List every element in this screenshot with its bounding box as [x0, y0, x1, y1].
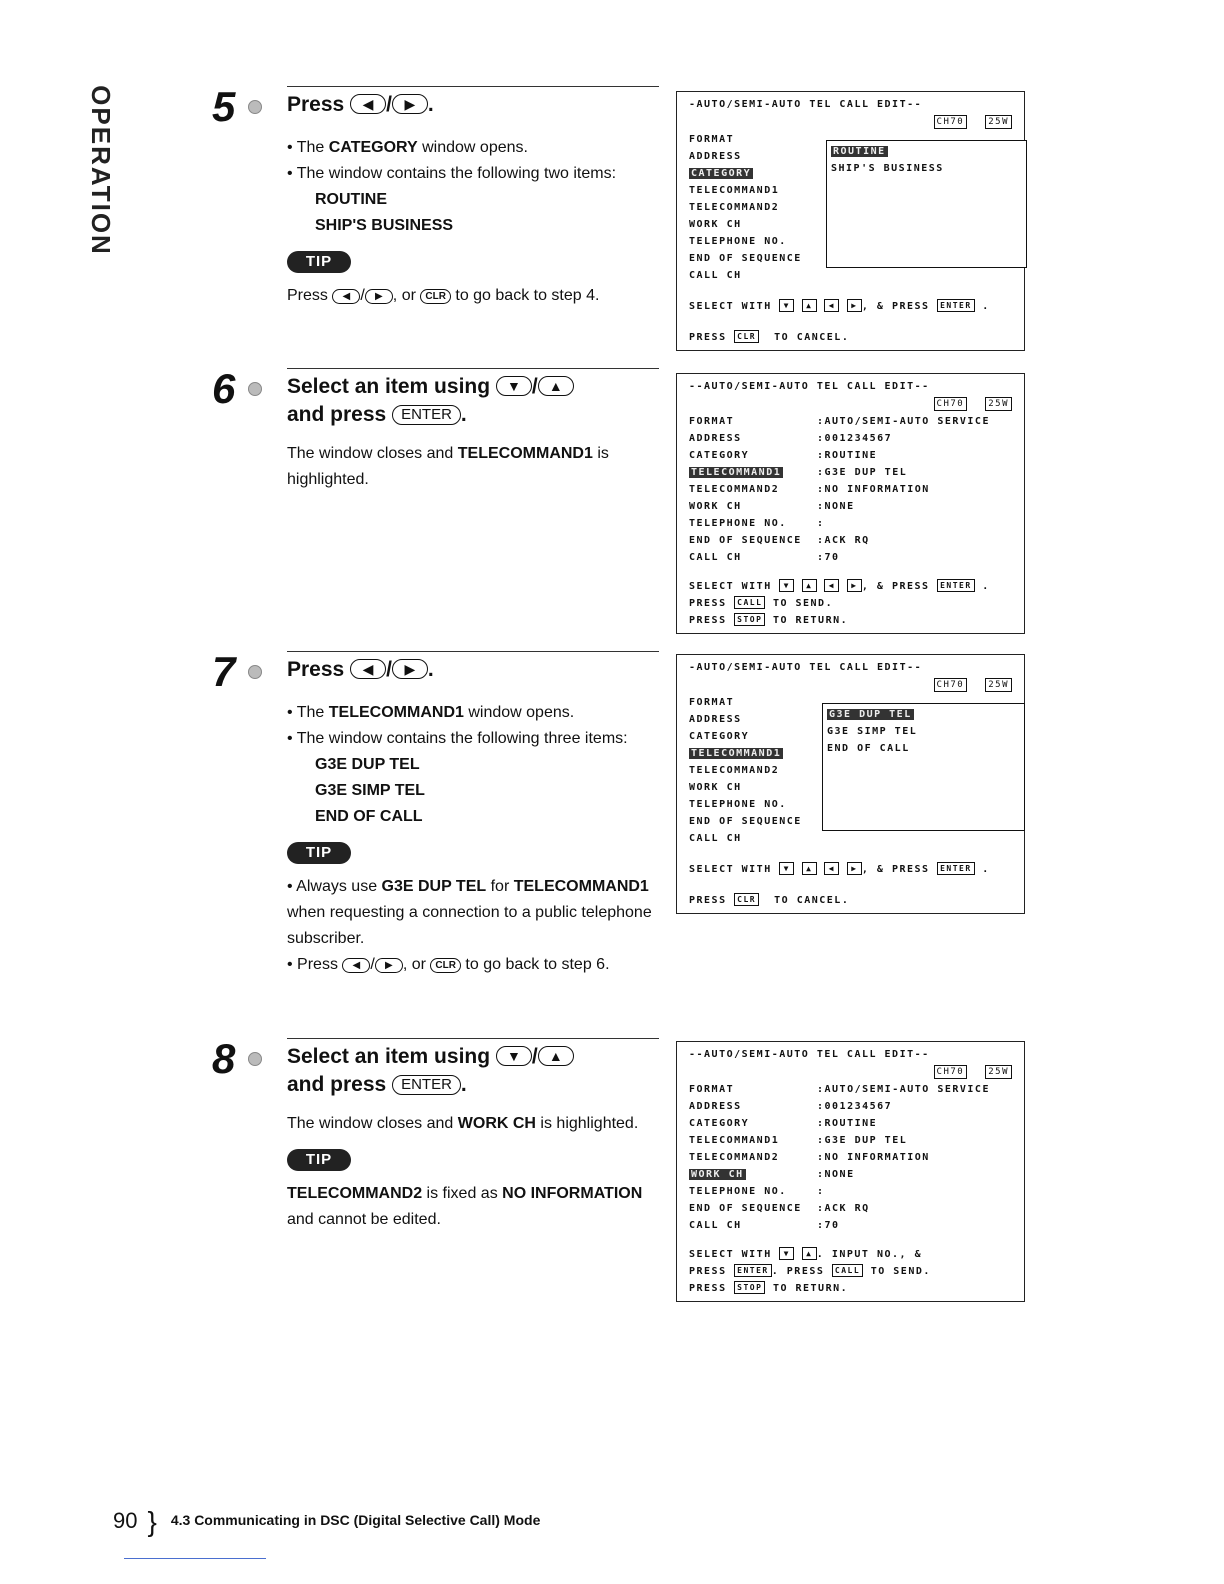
up-key-icon: ▲ — [802, 1247, 817, 1260]
menu-row: ADDRESS :001234567 — [689, 1101, 893, 1112]
step-7 — [212, 648, 662, 1021]
screen-instruction: PRESS STOP TO RETURN. — [689, 1283, 849, 1294]
menu-row: CATEGORY — [689, 731, 750, 742]
screen-instruction: PRESS ENTER . PRESS CALL TO SEND. — [689, 1266, 931, 1277]
list-item: END OF CALL — [315, 808, 423, 825]
menu-row: TELEPHONE NO. : — [689, 518, 825, 529]
menu-row: ADDRESS — [689, 714, 742, 725]
screen-title: --AUTO/SEMI-AUTO TEL CALL EDIT-- — [689, 1049, 930, 1060]
menu-row: END OF SEQUENCE — [689, 816, 802, 827]
down-key-icon: ▼ — [779, 862, 794, 875]
popup-option-selected[interactable]: G3E DUP TEL — [829, 709, 912, 720]
step-bullet-icon — [248, 1052, 262, 1066]
step-bullet-icon — [248, 382, 262, 396]
right-key-icon: ▶ — [365, 289, 393, 304]
step-number: 8 — [212, 1035, 236, 1082]
screen-instruction: SELECT WITH ▼ ▲ ◀ ▶ , & PRESS ENTER . — [689, 581, 990, 592]
screen-title: -AUTO/SEMI-AUTO TEL CALL EDIT-- — [689, 99, 923, 110]
screen-title: --AUTO/SEMI-AUTO TEL CALL EDIT-- — [689, 381, 930, 392]
menu-row: TELECOMMAND1 — [689, 185, 780, 196]
down-key-icon: ▼ — [779, 579, 794, 592]
down-key-icon: ▼ — [496, 376, 532, 396]
lcd-screen-edit-summary — [676, 373, 1025, 634]
clr-key-icon: CLR — [734, 330, 759, 343]
enter-key-icon: ENTER — [734, 1264, 772, 1277]
step-5 — [212, 83, 662, 326]
popup-option[interactable]: END OF CALL — [827, 743, 910, 754]
menu-row: CALL CH — [689, 270, 742, 281]
menu-row: CALL CH — [689, 833, 742, 844]
left-key-icon: ◀ — [824, 299, 839, 312]
step-rule — [287, 651, 659, 652]
channel-badge: CH70 — [934, 397, 968, 411]
right-key-icon: ▶ — [392, 659, 428, 679]
up-key-icon: ▲ — [802, 579, 817, 592]
left-key-icon: ◀ — [350, 659, 386, 679]
section-side-tab: OPERATION — [85, 84, 116, 256]
screen-instruction: SELECT WITH ▼ ▲ . INPUT NO., & — [689, 1249, 923, 1260]
menu-row: TELEPHONE NO. — [689, 799, 787, 810]
down-key-icon: ▼ — [779, 299, 794, 312]
lcd-screen-work-ch — [676, 1041, 1025, 1302]
footer-underline — [124, 1558, 266, 1559]
enter-key-icon: ENTER — [392, 405, 461, 425]
menu-row: TELECOMMAND2 :NO INFORMATION — [689, 1152, 930, 1163]
right-key-icon: ▶ — [375, 958, 403, 973]
list-item: G3E DUP TEL — [315, 756, 420, 773]
left-key-icon: ◀ — [824, 579, 839, 592]
page-number: 90 — [113, 1508, 138, 1533]
category-popup — [826, 140, 1027, 268]
power-badge: 25W — [985, 397, 1012, 411]
tip-badge: TIP — [287, 1149, 351, 1171]
channel-badge: CH70 — [934, 115, 968, 129]
menu-row: TELECOMMAND2 — [689, 202, 780, 213]
menu-row: TELECOMMAND2 :NO INFORMATION — [689, 484, 930, 495]
menu-row: ADDRESS :001234567 — [689, 433, 893, 444]
step-rule — [287, 368, 659, 369]
step-6 — [212, 365, 662, 528]
screen-instruction: PRESS CALL TO SEND. — [689, 598, 834, 609]
up-key-icon: ▲ — [538, 376, 574, 396]
screen-status — [689, 1063, 1012, 1080]
telecommand1-popup — [822, 703, 1025, 831]
popup-option-selected[interactable]: ROUTINE — [833, 146, 886, 157]
menu-row: CATEGORY :ROUTINE — [689, 1118, 878, 1129]
channel-badge: CH70 — [934, 678, 968, 692]
screen-instruction: SELECT WITH ▼ ▲ ◀ ▶ , & PRESS ENTER . — [689, 864, 990, 875]
stop-key-icon: STOP — [734, 613, 765, 626]
menu-row: END OF SEQUENCE :ACK RQ — [689, 535, 870, 546]
step-number: 6 — [212, 365, 236, 412]
menu-row: TELECOMMAND1 :G3E DUP TEL — [689, 1135, 908, 1146]
screen-instruction: PRESS STOP TO RETURN. — [689, 615, 849, 626]
step-number: 7 — [212, 648, 236, 695]
popup-option[interactable]: SHIP'S BUSINESS — [831, 163, 944, 174]
right-key-icon: ▶ — [847, 579, 862, 592]
screen-instruction: PRESS CLR TO CANCEL. — [689, 895, 850, 906]
step-bullet-icon — [248, 100, 262, 114]
tip-text: • Always use G3E DUP TEL for TELECOMMAND1 when requesting a connection to a public telephone subscriber. — [287, 878, 652, 947]
down-key-icon: ▼ — [779, 1247, 794, 1260]
menu-row-selected[interactable]: CATEGORY — [691, 168, 752, 179]
step-heading: Press ◀ / ▶ . — [287, 93, 434, 116]
enter-key-icon: ENTER — [937, 299, 975, 312]
power-badge: 25W — [985, 115, 1012, 129]
screen-status — [689, 395, 1012, 412]
up-key-icon: ▲ — [802, 299, 817, 312]
menu-row: FORMAT :AUTO/SEMI-AUTO SERVICE — [689, 1084, 990, 1095]
screen-instruction: PRESS CLR TO CANCEL. — [689, 332, 850, 343]
right-key-icon: ▶ — [847, 299, 862, 312]
enter-key-icon: ENTER — [392, 1075, 461, 1095]
step-text: The window closes and TELECOMMAND1 is highlighted. — [287, 445, 609, 488]
step-text: The window closes and WORK CH is highlighted. — [287, 1115, 639, 1132]
call-key-icon: CALL — [832, 1264, 863, 1277]
menu-row: TELEPHONE NO. — [689, 236, 787, 247]
enter-key-icon: ENTER — [937, 579, 975, 592]
screen-title: -AUTO/SEMI-AUTO TEL CALL EDIT-- — [689, 662, 923, 673]
list-item: SHIP'S BUSINESS — [315, 217, 454, 234]
menu-row-selected[interactable]: TELECOMMAND1 — [691, 748, 782, 759]
step-heading: Press ◀ / ▶ . — [287, 658, 434, 681]
power-badge: 25W — [985, 1065, 1012, 1079]
menu-row: FORMAT — [689, 134, 735, 145]
left-key-icon: ◀ — [332, 289, 360, 304]
section-title: 4.3 Communicating in DSC (Digital Selective Call) Mode — [170, 1512, 541, 1528]
channel-badge: CH70 — [934, 1065, 968, 1079]
step-heading: Select an item using ▼ / ▲ and press ENTER . — [287, 373, 659, 429]
tip-text: TELECOMMAND2 is fixed as NO INFORMATION and cannot be edited. — [287, 1185, 643, 1228]
screen-status — [689, 113, 1012, 130]
menu-row: TELECOMMAND2 — [689, 765, 780, 776]
brace-icon: } — [147, 1506, 157, 1537]
step-8 — [212, 1035, 662, 1258]
menu-row: WORK CH :NONE — [689, 501, 855, 512]
step-heading: Select an item using ▼ / ▲ and press ENTER . — [287, 1043, 659, 1099]
clr-key-icon: CLR — [420, 289, 451, 304]
up-key-icon: ▲ — [802, 862, 817, 875]
call-key-icon: CALL — [734, 596, 765, 609]
tip-badge: TIP — [287, 842, 351, 864]
menu-row-selected[interactable]: TELECOMMAND1 :G3E DUP TEL — [691, 467, 908, 478]
bullet-text: • The CATEGORY window opens. — [287, 139, 528, 156]
stop-key-icon: STOP — [734, 1281, 765, 1294]
menu-row: END OF SEQUENCE :ACK RQ — [689, 1203, 870, 1214]
clr-key-icon: CLR — [734, 893, 759, 906]
step-number: 5 — [212, 83, 236, 130]
menu-row: CALL CH :70 — [689, 552, 840, 563]
menu-row: WORK CH — [689, 782, 742, 793]
clr-key-icon: CLR — [430, 958, 461, 973]
up-key-icon: ▲ — [538, 1046, 574, 1066]
bullet-text: • The window contains the following two items: — [287, 165, 617, 182]
lcd-screen-telecommand1 — [676, 654, 1025, 914]
right-key-icon: ▶ — [392, 94, 428, 114]
enter-key-icon: ENTER — [937, 862, 975, 875]
popup-option[interactable]: G3E SIMP TEL — [827, 726, 918, 737]
tip-badge: TIP — [287, 251, 351, 273]
right-key-icon: ▶ — [847, 862, 862, 875]
step-rule — [287, 1038, 659, 1039]
list-item: ROUTINE — [315, 191, 387, 208]
step-bullet-icon — [248, 665, 262, 679]
tip-text: Press ◀ / ▶ , or CLR to go back to step 4. — [287, 287, 600, 304]
left-key-icon: ◀ — [350, 94, 386, 114]
menu-row: END OF SEQUENCE — [689, 253, 802, 264]
menu-row: TELEPHONE NO. : — [689, 1186, 825, 1197]
menu-row: FORMAT :AUTO/SEMI-AUTO SERVICE — [689, 416, 990, 427]
down-key-icon: ▼ — [496, 1046, 532, 1066]
screen-instruction: SELECT WITH ▼ ▲ ◀ ▶ , & PRESS ENTER . — [689, 301, 990, 312]
bullet-text: • The TELECOMMAND1 window opens. — [287, 704, 575, 721]
tip-text: • Press ◀ / ▶ , or CLR to go back to step 6. — [287, 956, 610, 973]
step-rule — [287, 86, 659, 87]
screen-status — [689, 676, 1012, 693]
page-footer — [113, 1506, 540, 1538]
lcd-screen-category — [676, 91, 1025, 351]
menu-row: CALL CH :70 — [689, 1220, 840, 1231]
list-item: G3E SIMP TEL — [315, 782, 425, 799]
menu-row: WORK CH — [689, 219, 742, 230]
menu-row-selected[interactable]: WORK CH :NONE — [691, 1169, 855, 1180]
left-key-icon: ◀ — [824, 862, 839, 875]
menu-row: CATEGORY :ROUTINE — [689, 450, 878, 461]
power-badge: 25W — [985, 678, 1012, 692]
bullet-text: • The window contains the following three items: — [287, 730, 628, 747]
menu-row: ADDRESS — [689, 151, 742, 162]
left-key-icon: ◀ — [342, 958, 370, 973]
menu-row: FORMAT — [689, 697, 735, 708]
